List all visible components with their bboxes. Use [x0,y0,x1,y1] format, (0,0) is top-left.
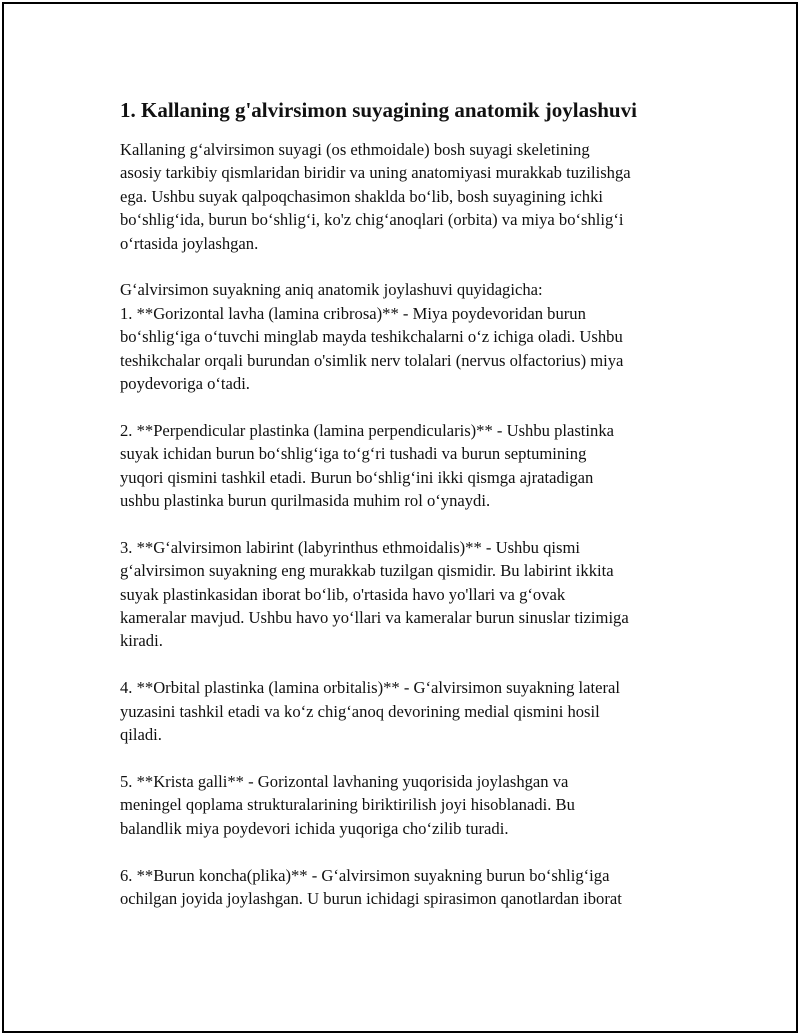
text-line: 4. **Orbital plastinka (lamina orbitalis)** - G‘alvirsimon suyakning lateral [120,678,621,698]
paragraph-intro [120,138,700,255]
text-line: kameralar mavjud. Ushbu havo yo‘llari va kameralar burun sinuslar tizimiga [120,608,629,628]
text-line: 5. **Krista galli** - Gorizontal lavhaning yuqorisida joylashgan va [120,771,569,791]
text-line: kiradi. [120,631,163,651]
text-line: 1. **Gorizontal lavha (lamina cribrosa)** - Miya poydevoridan burun [120,303,586,323]
text-line: poydevoriga o‘tadi. [120,374,250,394]
document-body [120,96,700,934]
text-line: meningel qoplama strukturalarining biriktirilish joyi hisoblanadi. Bu [120,795,575,815]
text-line: qiladi. [120,725,162,745]
text-line: bo‘shlig‘iga o‘tuvchi minglab mayda teshikchalarni o‘z ichiga oladi. Ushbu [120,327,623,347]
text-line: balandlik miya poydevori ichida yuqoriga cho‘zilib turadi. [120,818,509,838]
text-line: asosiy tarkibiy qismlaridan biridir va uning anatomiyasi murakkab tuzilishga [120,163,631,183]
paragraph-item-2 [120,419,700,513]
text-line: teshikchalar orqali burundan o'simlik nerv tolalari (nervus olfactorius) miya [120,350,624,370]
text-line: 2. **Perpendicular plastinka (lamina perpendicularis)** - Ushbu plastinka [120,420,614,440]
page-frame [2,2,798,1033]
text-line: bo‘shlig‘ida, burun bo‘shlig‘i, ko'z chig‘anoqlari (orbita) va miya bo‘shlig‘i [120,210,624,230]
text-line: yuqori qismini tashkil etadi. Burun bo‘shlig‘ini ikki qismga ajratadigan [120,467,594,487]
text-line: 6. **Burun koncha(plika)** - G‘alvirsimon suyakning burun bo‘shlig‘iga [120,865,610,885]
paragraph-item-4 [120,676,700,746]
text-line: suyak plastinkasidan iborat bo‘lib, o'rtasida havo yo'llari va g‘ovak [120,584,566,604]
text-line: Kallaning g‘alvirsimon suyagi (os ethmoidale) bosh suyagi skeletining [120,140,590,159]
text-line: suyak ichidan burun bo‘shlig‘iga to‘g‘ri tushadi va burun septumining [120,444,587,464]
section-heading: 1. Kallaning g'alvirsimon suyagining anatomik joylashuvi [120,98,637,122]
text-line: ushbu plastinka burun qurilmasida muhim rol o‘ynaydi. [120,491,491,511]
paragraph-item-1 [120,278,700,395]
text-line: G‘alvirsimon suyakning aniq anatomik joylashuvi quyidagicha: [120,280,543,300]
text-line: ega. Ushbu suyak qalpoqchasimon shaklda bo‘lib, bosh suyagining ichki [120,186,603,206]
text-line: o‘rtasida joylashgan. [120,233,259,253]
paragraph-item-5 [120,770,700,840]
paragraph-item-3 [120,536,700,653]
text-line: ochilgan joyida joylashgan. U burun ichidagi spirasimon qanotlardan iborat [120,888,622,908]
text-line: yuzasini tashkil etadi va ko‘z chig‘anoq devorining medial qismini hosil [120,701,600,721]
text-line: g‘alvirsimon suyakning eng murakkab tuzilgan qismidir. Bu labirint ikkita [120,561,614,581]
paragraph-item-6 [120,864,700,911]
text-line: 3. **G‘alvirsimon labirint (labyrinthus ethmoidalis)** - Ushbu qismi [120,537,580,557]
